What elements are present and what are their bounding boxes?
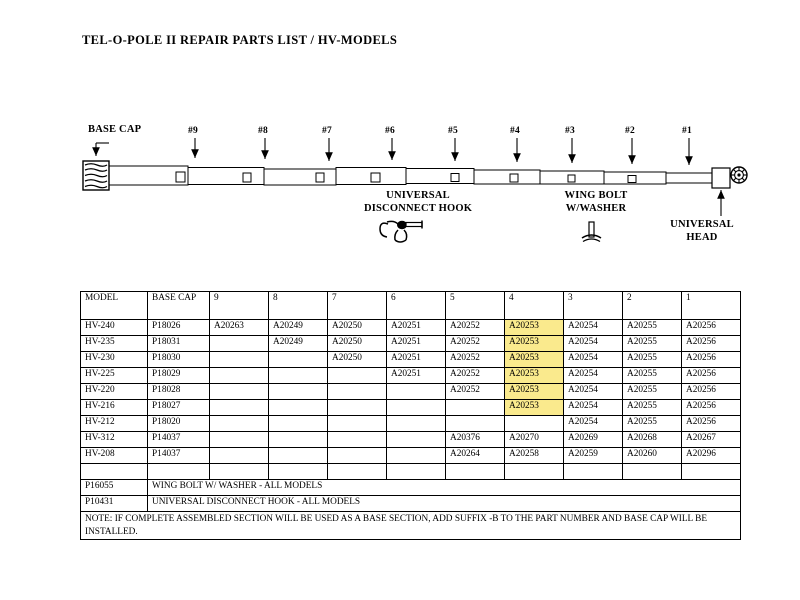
latch-button-9: [176, 172, 185, 182]
cell-part-col-8: A20249: [269, 320, 328, 336]
cell-part-col-3: A20254: [564, 400, 623, 416]
footer-row: [81, 480, 741, 496]
table-row: [81, 368, 741, 384]
cell-part-col-1: A20256: [682, 384, 741, 400]
cell-part-col-6: A20251: [387, 336, 446, 352]
cell-part-col-6: [387, 432, 446, 448]
cell-model: HV-240: [81, 320, 148, 336]
cell-part-col-9: [210, 432, 269, 448]
wing-bolt-label-line2: W/WASHER: [565, 203, 627, 214]
cell-part-col-8: A20249: [269, 336, 328, 352]
callout-label-2: #2: [625, 126, 635, 136]
cell-empty: [505, 464, 564, 480]
footer-part-description: UNIVERSAL DISCONNECT HOOK - ALL MODELS: [148, 496, 741, 512]
cell-part-col-4: A20253: [505, 368, 564, 384]
pole-segment-7: [264, 169, 336, 185]
parts-table-body: [81, 292, 741, 540]
cell-base-cap: P18030: [148, 352, 210, 368]
cell-part-col-8: [269, 448, 328, 464]
cell-part-col-8: [269, 352, 328, 368]
cell-base-cap: P14037: [148, 432, 210, 448]
header-col-2: 2: [623, 292, 682, 320]
cell-empty: [623, 464, 682, 480]
callout-label-8: #8: [258, 126, 268, 136]
latch-button-6: [371, 173, 380, 182]
pole-segment-1: [666, 173, 712, 183]
cell-part-col-2: A20268: [623, 432, 682, 448]
cell-part-col-9: [210, 448, 269, 464]
cell-model: HV-212: [81, 416, 148, 432]
cell-base-cap: P18029: [148, 368, 210, 384]
header-base-cap-text: BASE CAP: [152, 293, 197, 303]
cell-part-col-4: A20270: [505, 432, 564, 448]
callout-label-7: #7: [322, 126, 332, 136]
table-row: [81, 352, 741, 368]
latch-button-4: [510, 174, 518, 182]
cell-part-col-5: A20252: [446, 368, 505, 384]
cell-part-col-5: A20252: [446, 352, 505, 368]
cell-part-col-9: [210, 336, 269, 352]
cell-part-col-5: [446, 400, 505, 416]
cell-part-col-7: [328, 368, 387, 384]
table-row: [81, 336, 741, 352]
cell-part-col-3: A20269: [564, 432, 623, 448]
cell-part-col-2: A20255: [623, 416, 682, 432]
latch-button-3: [568, 175, 575, 182]
cell-part-col-1: A20256: [682, 352, 741, 368]
segment-leaders: [195, 138, 689, 165]
cell-part-col-4: A20253: [505, 336, 564, 352]
cell-part-col-7: [328, 432, 387, 448]
callout-label-1: #1: [682, 126, 692, 136]
cell-empty: [446, 464, 505, 480]
header-col-6: 6: [387, 292, 446, 320]
cell-part-col-9: [210, 368, 269, 384]
footer-part-description: WING BOLT W/ WASHER - ALL MODELS: [148, 480, 741, 496]
cell-part-col-5: A20252: [446, 336, 505, 352]
pole-assembly-diagram: [0, 0, 800, 270]
cell-part-col-8: [269, 368, 328, 384]
wing-bolt-icon: [582, 222, 601, 242]
cell-part-col-2: A20255: [623, 384, 682, 400]
cell-part-col-4: A20253: [505, 320, 564, 336]
cell-part-col-2: A20255: [623, 400, 682, 416]
cell-part-col-1: A20256: [682, 400, 741, 416]
cell-empty: [148, 464, 210, 480]
cell-model: HV-220: [81, 384, 148, 400]
header-col-9: 9: [210, 292, 269, 320]
cell-part-col-3: A20254: [564, 352, 623, 368]
cell-empty: [387, 464, 446, 480]
callout-label-5: #5: [448, 126, 458, 136]
header-base-cap: [148, 292, 210, 320]
cell-part-col-6: [387, 416, 446, 432]
cell-part-col-9: [210, 400, 269, 416]
callout-label-4: #4: [510, 126, 520, 136]
cell-empty: [682, 464, 741, 480]
header-col-7: 7: [328, 292, 387, 320]
cell-part-col-7: [328, 416, 387, 432]
cell-part-col-1: A20256: [682, 416, 741, 432]
pole-segment-5: [406, 169, 474, 184]
cell-part-col-5: A20252: [446, 384, 505, 400]
cell-part-col-5: A20376: [446, 432, 505, 448]
cell-model: HV-235: [81, 336, 148, 352]
cell-part-col-4: A20253: [505, 384, 564, 400]
latch-button-5: [451, 174, 459, 182]
universal-disconnect-hook-icon: [380, 221, 422, 243]
cell-part-col-3: A20254: [564, 336, 623, 352]
header-col-8: 8: [269, 292, 328, 320]
cell-part-col-3: A20259: [564, 448, 623, 464]
latch-button-2: [628, 176, 636, 183]
cell-model: HV-208: [81, 448, 148, 464]
table-row: [81, 400, 741, 416]
cell-part-col-2: A20260: [623, 448, 682, 464]
footer-part-code: P10431: [81, 496, 148, 512]
cell-part-col-6: A20251: [387, 368, 446, 384]
header-col-3: 3: [564, 292, 623, 320]
table-row: [81, 432, 741, 448]
cell-model: HV-230: [81, 352, 148, 368]
cell-empty: [328, 464, 387, 480]
page-title: TEL-O-POLE II REPAIR PARTS LIST / HV-MODELS: [82, 33, 398, 47]
table-row: [81, 416, 741, 432]
cell-part-col-1: A20256: [682, 336, 741, 352]
cell-part-col-8: [269, 384, 328, 400]
parts-table: [80, 291, 741, 540]
cell-part-col-4: A20253: [505, 400, 564, 416]
note-text: NOTE: IF COMPLETE ASSEMBLED SECTION WILL BE USED AS A BASE SECTION, ADD SUFFIX -B TO THE PART NUMBER AND BASE CAP WILL BE INSTALLED.: [81, 512, 741, 540]
latch-button-8: [243, 173, 251, 182]
table-header-row: [81, 292, 741, 320]
cell-part-col-3: A20254: [564, 320, 623, 336]
header-col-5: 5: [446, 292, 505, 320]
cell-part-col-3: A20254: [564, 368, 623, 384]
cell-part-col-3: A20254: [564, 416, 623, 432]
wing-bolt-label-line1: WING BOLT: [564, 190, 628, 201]
cell-empty: [269, 464, 328, 480]
base-cap-label: BASE CAP: [88, 124, 142, 135]
footer-part-code: P16055: [81, 480, 148, 496]
cell-part-col-7: A20250: [328, 320, 387, 336]
cell-part-col-2: A20255: [623, 352, 682, 368]
cell-base-cap: P14037: [148, 448, 210, 464]
cell-part-col-8: [269, 432, 328, 448]
pole-segments: [108, 166, 712, 185]
header-col-4: 4: [505, 292, 564, 320]
cell-part-col-6: [387, 400, 446, 416]
cell-part-col-1: A20256: [682, 320, 741, 336]
cell-part-col-1: A20267: [682, 432, 741, 448]
table-row: [81, 384, 741, 400]
header-col-1: 1: [682, 292, 741, 320]
cell-part-col-4: A20253: [505, 352, 564, 368]
cell-part-col-8: [269, 400, 328, 416]
cell-part-col-9: A20263: [210, 320, 269, 336]
pole-segment-8: [188, 168, 264, 185]
cell-part-col-5: A20252: [446, 320, 505, 336]
universal-disconnect-hook-label-line2: DISCONNECT HOOK: [363, 203, 473, 214]
note-row: [81, 512, 741, 540]
table-spacer-row: [81, 464, 741, 480]
cell-part-col-7: [328, 400, 387, 416]
cell-base-cap: P18028: [148, 384, 210, 400]
base-cap-leader: [96, 143, 109, 156]
universal-head-label-line1: UNIVERSAL: [670, 219, 734, 230]
latch-button-7: [316, 173, 324, 182]
cell-model: HV-216: [81, 400, 148, 416]
cell-empty: [81, 464, 148, 480]
table-row: [81, 448, 741, 464]
cell-base-cap: P18027: [148, 400, 210, 416]
cell-part-col-9: [210, 416, 269, 432]
cell-part-col-6: A20251: [387, 352, 446, 368]
cell-part-col-7: [328, 384, 387, 400]
cell-part-col-3: A20254: [564, 384, 623, 400]
parts-table-container: [80, 291, 741, 540]
universal-disconnect-hook-label-line1: UNIVERSAL: [386, 190, 450, 201]
cell-part-col-2: A20255: [623, 336, 682, 352]
cell-part-col-9: [210, 352, 269, 368]
callout-label-6: #6: [385, 126, 395, 136]
callout-label-9: #9: [188, 126, 198, 136]
cell-part-col-6: [387, 448, 446, 464]
table-row: [81, 320, 741, 336]
cell-base-cap: P18026: [148, 320, 210, 336]
cell-part-col-5: [446, 416, 505, 432]
cell-empty: [210, 464, 269, 480]
callout-label-3: #3: [565, 126, 575, 136]
cell-part-col-1: A20256: [682, 368, 741, 384]
cell-base-cap: P18020: [148, 416, 210, 432]
header-model: MODEL: [81, 292, 148, 320]
cell-part-col-4: [505, 416, 564, 432]
cell-base-cap: P18031: [148, 336, 210, 352]
cell-part-col-5: A20264: [446, 448, 505, 464]
universal-head-part: [712, 167, 747, 188]
cell-part-col-4: A20258: [505, 448, 564, 464]
cell-part-col-1: A20296: [682, 448, 741, 464]
base-cap-part: [83, 161, 109, 190]
cell-part-col-6: [387, 384, 446, 400]
cell-model: HV-225: [81, 368, 148, 384]
cell-part-col-2: A20255: [623, 320, 682, 336]
cell-model: HV-312: [81, 432, 148, 448]
footer-row: [81, 496, 741, 512]
cell-part-col-2: A20255: [623, 368, 682, 384]
pole-segment-4: [474, 170, 540, 184]
cell-part-col-7: A20250: [328, 336, 387, 352]
cell-part-col-7: A20250: [328, 352, 387, 368]
universal-head-label-line2: HEAD: [686, 232, 718, 243]
cell-part-col-7: [328, 448, 387, 464]
cell-empty: [564, 464, 623, 480]
cell-part-col-9: [210, 384, 269, 400]
cell-part-col-6: A20251: [387, 320, 446, 336]
cell-part-col-8: [269, 416, 328, 432]
